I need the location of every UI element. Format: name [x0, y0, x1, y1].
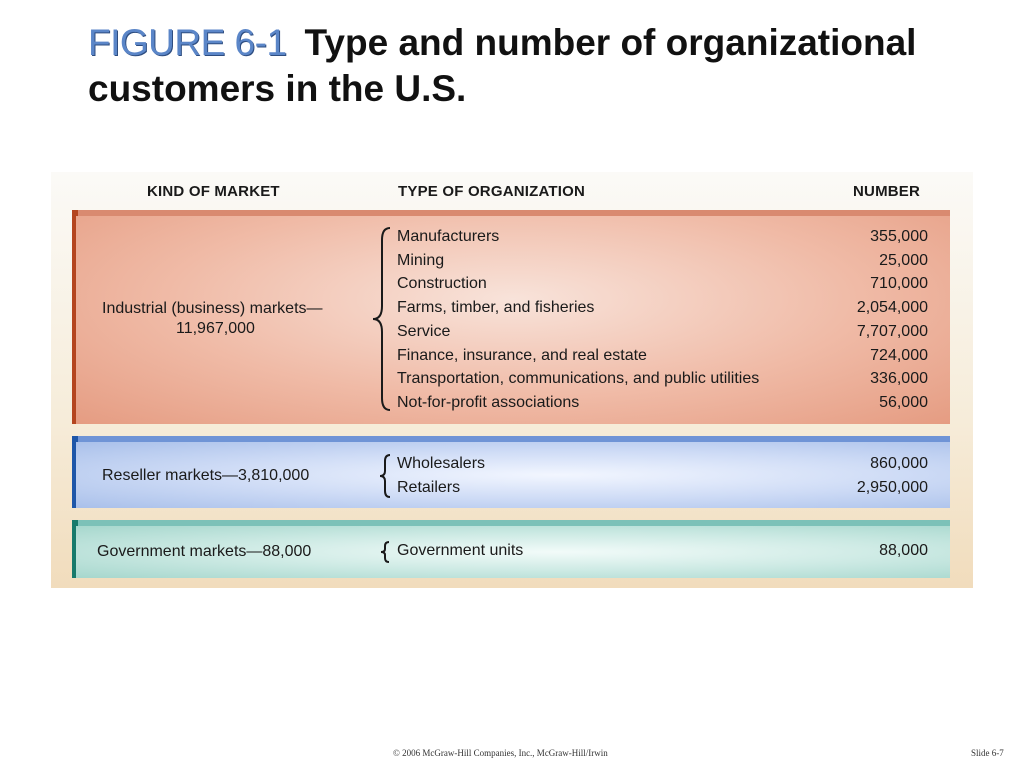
industrial-market-total: 11,967,000: [176, 320, 255, 337]
organization-count: 860,000: [870, 455, 928, 472]
organization-type: Wholesalers: [397, 455, 486, 472]
industrial-market-label: [102, 299, 362, 339]
table-row: [397, 392, 930, 414]
industrial-brace-icon: [368, 226, 394, 412]
industrial-market-name: Industrial (business) markets—: [102, 300, 323, 317]
organization-type: Mining: [397, 251, 445, 269]
table-row: [397, 297, 930, 319]
table-row: [397, 273, 930, 295]
table-row: [397, 368, 930, 390]
organization-count: 2,054,000: [856, 299, 928, 317]
organization-type: Retailers: [397, 478, 461, 496]
table-row: [397, 226, 930, 248]
organization-count: 2,950,000: [856, 478, 928, 496]
header-number: NUMBER: [853, 183, 921, 200]
header-type-of-organization: TYPE OF ORGANIZATION: [398, 183, 586, 200]
organization-type: Construction: [397, 275, 487, 293]
table-row: [397, 321, 930, 343]
organization-count: 336,000: [870, 370, 928, 388]
organization-count: 56,000: [879, 393, 928, 411]
organization-count: 25,000: [879, 251, 928, 269]
title-text: Type and number of organizational customers in the U.S.: [88, 22, 917, 109]
footer-copyright: © 2006 McGraw-Hill Companies, Inc., McGraw-Hill/Irwin: [393, 748, 608, 758]
reseller-brace-icon: [376, 453, 394, 499]
organization-type: Transportation, communications, and public utilities: [397, 370, 760, 388]
organization-count: 724,000: [870, 346, 928, 364]
slide-title: [88, 20, 988, 112]
organization-type: Manufacturers: [397, 228, 500, 245]
organization-type: Finance, insurance, and real estate: [397, 346, 647, 364]
figure-label: FIGURE 6-1: [88, 22, 287, 63]
organization-count: 710,000: [870, 275, 928, 293]
table-row: [397, 540, 930, 562]
government-brace-icon: [377, 540, 393, 564]
reseller-market-label: Reseller markets—3,810,000: [102, 467, 310, 484]
organization-count: 355,000: [870, 228, 928, 245]
organization-count: 7,707,000: [856, 322, 928, 340]
header-kind-of-market: KIND OF MARKET: [147, 183, 280, 200]
government-market-label: Government markets—88,000: [97, 543, 312, 560]
organization-type: Service: [397, 322, 451, 340]
organization-type: Not-for-profit associations: [397, 393, 580, 411]
table-row: [397, 453, 930, 475]
organization-count: 88,000: [879, 542, 928, 559]
organization-type: Government units: [397, 542, 524, 559]
table-row: [397, 345, 930, 367]
table-row: [397, 477, 930, 499]
table-row: [397, 250, 930, 272]
footer-slide-number: Slide 6-7: [971, 748, 1004, 758]
organization-type: Farms, timber, and fisheries: [397, 299, 595, 317]
